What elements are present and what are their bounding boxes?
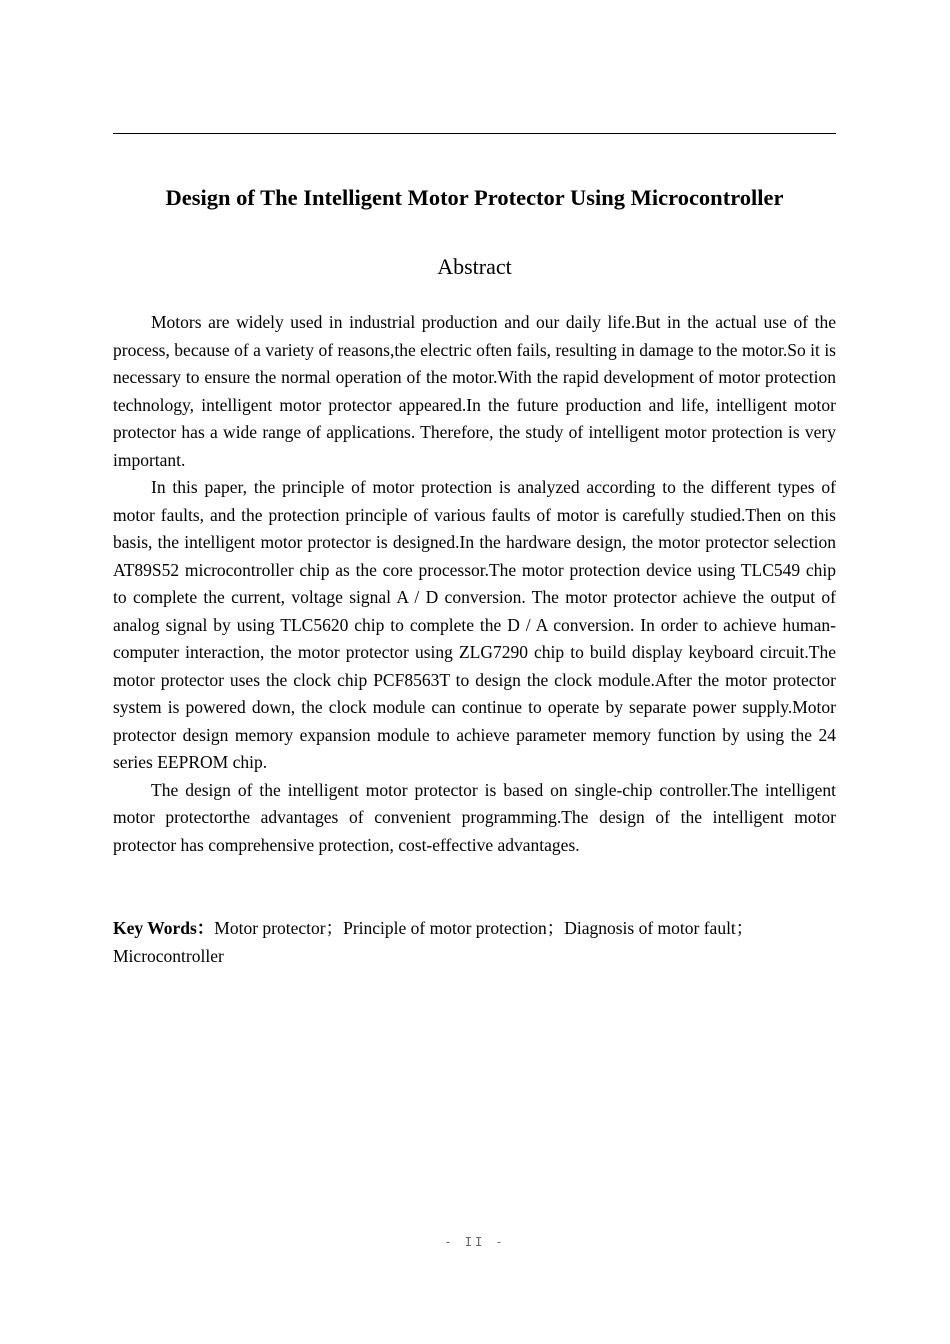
page-number: - II -: [444, 1235, 506, 1249]
abstract-paragraph-1: Motors are widely used in industrial production and our daily life.But in the actual use of the process, because of a variety of reasons,the electric often fails, resulting in damage to the motor.So it is necessary to ensure the normal operation of the motor.With the rapid development of motor protection technology, intelligent motor protector appeared.In the future production and life, intelligent motor protector has a wide range of applications. Therefore, the study of intelligent motor protection is very important.: [113, 312, 836, 470]
header-rule: [113, 133, 836, 134]
abstract-paragraph-2: In this paper, the principle of motor protection is analyzed according to the different types of motor faults, and the protection principle of various faults of motor is carefully studied.Then on this basis, the intelligent motor protector is designed.In the hardware design, the motor protector selection AT89S52 microcontroller chip as the core processor.The motor protection device using TLC549 chip to complete the current, voltage signal A / D conversion. The motor protector achieve the output of analog signal by using TLC5620 chip to complete the D / A conversion. In order to achieve human-computer interaction, the motor protector using ZLG7290 chip to build display keyboard circuit.The motor protector uses the clock chip PCF8563T to design the clock module.After the motor protector system is powered down, the clock module can continue to operate by separate power supply.Motor protector design memory expansion module to achieve parameter memory function by using the 24 series EEPROM chip.: [113, 477, 836, 772]
document-title: Design of The Intelligent Motor Protector Using Microcontroller: [165, 185, 784, 210]
abstract-heading: Abstract: [437, 254, 512, 279]
keywords-line: [113, 915, 836, 970]
keywords-label: Key Words：: [113, 918, 215, 938]
abstract-body: [113, 309, 836, 859]
keywords-text: Motor protector；Principle of motor protection；Diagnosis of motor fault；Microcontroller: [113, 918, 754, 966]
abstract-paragraph-3: The design of the intelligent motor protector is based on single-chip controller.The intelligent motor protectorthe advantages of convenient programming.The design of the intelligent motor protector has comprehensive protection, cost-effective advantages.: [113, 779, 836, 855]
